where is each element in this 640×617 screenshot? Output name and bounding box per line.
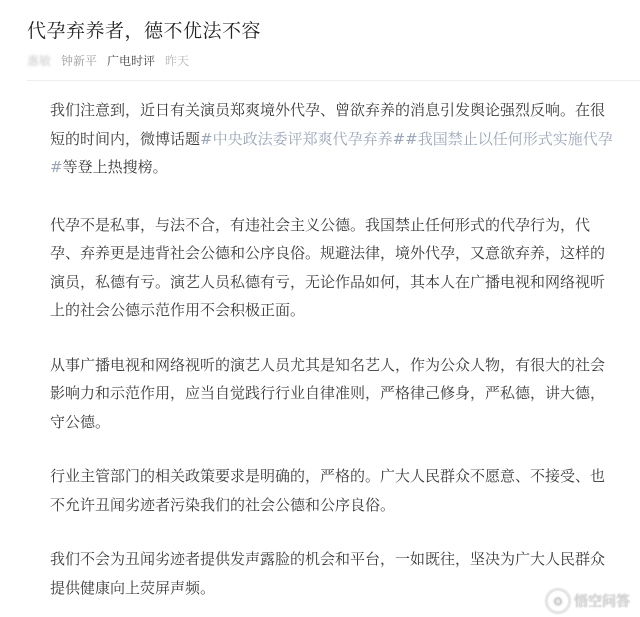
article-body: [50, 96, 616, 602]
paragraph-1-text-b: 等登上热搜榜。: [62, 158, 168, 176]
publish-time: 昨天: [165, 54, 190, 68]
author-name[interactable]: 钟新平: [61, 54, 98, 68]
hashtag-2[interactable]: #我国禁止以任何形式实施代孕#: [50, 129, 613, 176]
paragraph-5: 我们不会为丑闻劣迹者提供发声露脸的机会和平台，一如既往，坚决为广大人民群众提供健康向上荧屏声频。: [50, 550, 606, 597]
paragraph-4: 行业主管部门的相关政策要求是明确的，严格的。广大人民群众不愿意、不接受、也不允许丑闻劣迹者污染我们的社会公德和公序良俗。: [50, 467, 606, 514]
paragraph-1: [50, 96, 616, 182]
hashtag-1[interactable]: #中央政法委评郑爽代孕弃养#: [200, 129, 406, 148]
wukong-logo-icon: ◉: [546, 589, 570, 613]
watermark: [546, 589, 630, 613]
article-meta: [27, 52, 189, 69]
paragraph-2: 代孕不是私事，与法不合，有违社会主义公德。我国禁止任何形式的代孕行为，代孕、弃养更是违背社会公德和公序良俗。规避法律，境外代孕，又意欲弃养，这样的演员，私德有亏。演艺人员私德有亏，无论作品如何，其本人在广播电视和网络视听上的社会公德示范作用不会积极正面。: [50, 215, 606, 319]
watermark-text: 悟空问答: [574, 594, 630, 610]
blurred-meta: 惠敏: [27, 54, 52, 68]
header-divider: [27, 80, 640, 81]
article-title: 代孕弃养者，德不优法不容: [27, 20, 262, 42]
paragraph-3: 从事广播电视和网络视听的演艺人员尤其是知名艺人，作为公众人物，有很大的社会影响力和示范作用，应当自觉践行行业自律准则，严格律己修身，严私德，讲大德，守公德。: [50, 355, 606, 431]
channel-name[interactable]: 广电时评: [107, 54, 156, 68]
paragraph-1-text-a: 我们注意到，近日有关演员郑爽境外代孕、曾欲弃养的消息引发舆论强烈反响。在很短的时间内，微博话题: [50, 101, 606, 148]
